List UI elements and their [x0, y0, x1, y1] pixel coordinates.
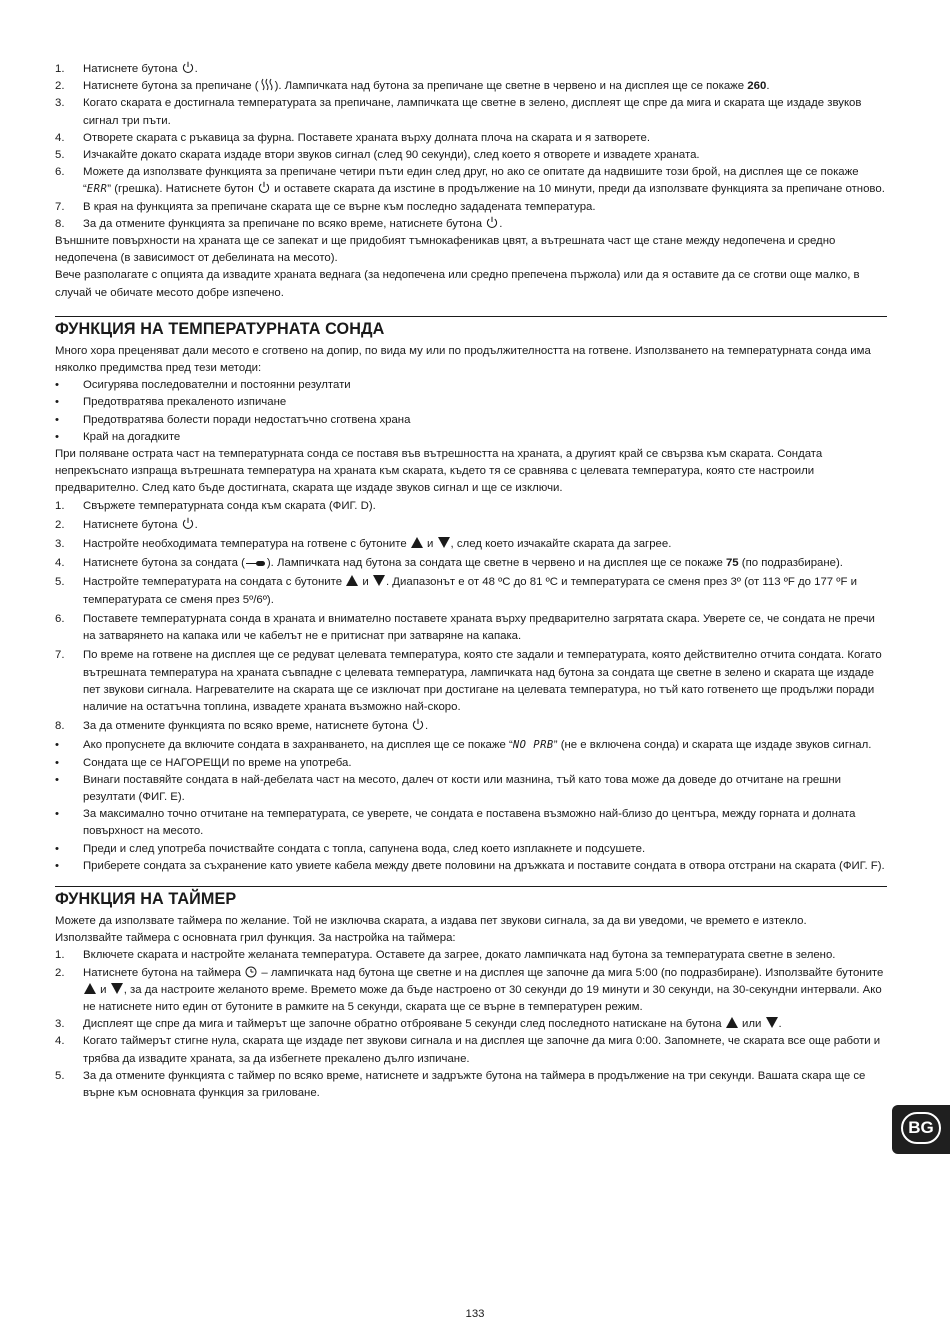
- text-span: Настройте температурата на сондата с бутоните: [83, 576, 346, 589]
- step-item: [55, 1016, 887, 1033]
- paragraph: Външните повърхности на храната ще се запекат и ще придобият тъмнокафеникав цвят, а вътрешната част ще стане между недопечена и средно недопечена (в зависимост от дебелината на месото).: [55, 235, 836, 265]
- text-span: и: [97, 983, 110, 996]
- power-icon: [412, 718, 424, 731]
- text-span: Сондата ще се НАГОРЕЩИ по време на употреба.: [83, 756, 352, 769]
- display-value: 75: [725, 557, 739, 570]
- step-item: [55, 647, 887, 716]
- step-item: [55, 718, 887, 735]
- step-item: [55, 611, 887, 645]
- text-span: Натиснете бутона за препичане (: [83, 80, 259, 93]
- bullet-item: [55, 755, 887, 772]
- step-item: [55, 1033, 887, 1067]
- text-span: Преди и след употреба почиствайте сондата с топла, сапунена вода, след което изплакнете и подсушете.: [83, 842, 646, 855]
- step-number: 8.: [55, 217, 65, 230]
- bullet-marker: •: [55, 430, 59, 443]
- text-span: Винаги поставяйте сондата в най-дебелата част на месото, далеч от кости или мазнина, тъй като това може да доведе до отчитане на грешни резултати (ФИГ. E).: [83, 773, 842, 803]
- section-title-timer: ФУНКЦИЯ НА ТАЙМЕР: [55, 889, 237, 908]
- bullet-marker: •: [55, 773, 59, 786]
- step-number: 4.: [55, 131, 65, 144]
- text-span: – лампичката над бутона ще светне и на дисплея ще започне да мига 5:00 (по подразбиране). Използвайте бутоните: [258, 966, 884, 979]
- text-span: Поставете температурната сонда в храната и внимателно поставете храната върху предварително загрятата скара. Уверете се, че сондата не пречи на затварянето на капака или че кабелът не е притиснат при затваряне на капака.: [83, 612, 875, 643]
- step-item: [55, 199, 887, 216]
- step-item: [55, 61, 887, 78]
- text-span: За да отмените функцията по всяко време, натиснете бутона: [83, 720, 412, 733]
- step-item: [55, 574, 887, 608]
- bullet-item: [55, 772, 887, 806]
- probe-notes-list: [55, 737, 887, 875]
- step-number: 2.: [55, 80, 65, 93]
- power-icon: [258, 181, 270, 194]
- probe-steps-list: [55, 498, 887, 736]
- text-span: Изчакайте докато скарата издаде втори звуков сигнал (след 90 секунди), след което я отворете и извадете храната.: [83, 149, 700, 162]
- bullet-item: [55, 737, 887, 754]
- text-span: , след което изчакайте скарата да загрее.: [450, 538, 672, 551]
- down-arrow-icon: [438, 537, 450, 548]
- text-span: .: [766, 80, 770, 93]
- bullet-marker: •: [55, 756, 59, 769]
- bullet-item: [55, 377, 887, 394]
- up-arrow-icon: [411, 537, 423, 548]
- bullet-marker: •: [55, 859, 59, 872]
- bullet-item: [55, 841, 887, 858]
- up-arrow-icon: [84, 983, 96, 994]
- text-span: Натиснете бутона за сондата (: [83, 557, 245, 570]
- bullet-marker: •: [55, 739, 59, 752]
- bullet-text: Осигурява последователни и постоянни резултати: [83, 379, 351, 392]
- text-span: Когато таймерът стигне нула, скарата ще издаде пет звукови сигнала и на дисплея ще започне да мига 0:00. Запомнете, че скарата все още работи и трябва да извадите храната, за да избегнете прекалено дълго изпичане.: [83, 1035, 881, 1065]
- text-span: ” (грешка). Натиснете бутон: [107, 183, 257, 196]
- text-span: . Диапазонът е от 48 ºC до 81 ºC и температурата се сменя през 3º (от 113 ºF до 177 ºF и температурата се сменя през 5º/6º).: [83, 576, 857, 606]
- timer-intro: [55, 913, 887, 947]
- manual-page: [55, 61, 887, 1102]
- step-item: [55, 555, 887, 572]
- power-icon: [182, 517, 194, 530]
- up-arrow-icon: [726, 1017, 738, 1028]
- text-span: Дисплеят ще спре да мига и таймерът ще започне обратно отброяване 5 секунди след последното натискане на бутона: [83, 1018, 725, 1031]
- text-span: ” (не е включена сонда) и скарата ще издаде звуков сигнал.: [553, 739, 872, 752]
- step-number: 3.: [55, 538, 65, 551]
- step-item: [55, 216, 887, 233]
- text-span: и: [423, 538, 437, 551]
- text-span: Отворете скарата с ръкавица за фурна. Поставете храната върху долната плоча на скарата и я затворете.: [83, 131, 651, 144]
- text-span: ). Лампичката над бутона за препичане ще светне в червено и на дисплея ще се покаже: [274, 80, 748, 93]
- timer-steps-list: [55, 947, 887, 1102]
- down-arrow-icon: [111, 983, 123, 994]
- step-number: 5.: [55, 1069, 65, 1082]
- step-number: 2.: [55, 966, 65, 979]
- text-span: По време на готвене на дисплея ще се редуват целевата температура, която сте задали и температурата, която действително отчита сондата. Когато вътрешната температура на храната съвпадне с целевата температура, лампичката над бутона за сондата ще светне в зелено и скарата ще издаде пет звукови сигнала. Нагревателите на скарата ще се изключат при достигане на целевата температура, но тъй като готвенето ще продължи поради наличие на остатъчна топлина, извадете храната възможно най-скоро.: [83, 649, 882, 713]
- text-span: Можете да използвате функцията за препичане четири пъти един след друг, но ако се опитате да надвишите този брой, на дисплея ще се покаже “: [83, 166, 859, 196]
- text-span: Натиснете бутона: [83, 63, 181, 75]
- step-number: 3.: [55, 1018, 65, 1031]
- display-readout: NO PRB: [512, 739, 554, 752]
- paragraph: Можете да използвате таймера по желание. Той не изключва скарата, а издава пет звукови сигнала, за да ви уведоми, че времето е изтекло.: [55, 914, 807, 927]
- bullet-item: [55, 394, 887, 411]
- step-item: [55, 947, 887, 964]
- text-span: и: [359, 576, 372, 589]
- text-span: ). Лампичката над бутона за сондата ще светне в червено и на дисплея ще се покаже: [266, 557, 726, 570]
- text-span: .: [194, 63, 198, 75]
- bullet-text: Край на догадките: [83, 430, 181, 443]
- text-span: .: [499, 217, 503, 230]
- bullet-item: [55, 429, 887, 446]
- text-span: Когато скарата е достигнала температурата за препичане, лампичката ще светне в зелено, дисплеят ще спре да мига и скарата ще издаде звуков сигнал три пъти.: [83, 97, 862, 127]
- step-number: 1.: [55, 949, 65, 962]
- step-item: [55, 517, 887, 534]
- language-badge-label: BG: [901, 1112, 941, 1144]
- step-item: [55, 130, 887, 147]
- text-span: Включете скарата и настройте желаната температура. Оставете да загрее, докато лампичката над бутона за температурата светне в зелено.: [83, 949, 836, 962]
- step-item: [55, 147, 887, 164]
- timer-icon: [245, 965, 257, 978]
- step-number: 5.: [55, 576, 65, 589]
- text-span: За максимално точно отчитане на температурата, се уверете, че сондата е поставена възможно най-близо до центъра, между горната и долната повърхност на месото.: [83, 808, 856, 838]
- text-span: Свържете температурната сонда към скарата (ФИГ. D).: [83, 499, 376, 512]
- down-arrow-icon: [373, 575, 385, 586]
- step-item: [55, 1068, 887, 1102]
- section-title-probe: ФУНКЦИЯ НА ТЕМПЕРАТУРНАТА СОНДА: [55, 319, 385, 338]
- bullet-text: Предотвратява прекаленото изпичане: [83, 396, 287, 409]
- text-span: .: [778, 1018, 782, 1031]
- bullet-item: [55, 858, 887, 875]
- probe-paragraph: При поляване острата част на температурната сонда се поставя във вътрешността на храната, а другият край се свързва към скарата. Сондата непрекъснато изпраща вътрешната температура на храната към скарата, където тя се сравнява с целевата температура, която сте настроили предварително. След като бъде достигната, скарата ще издаде звуков сигнал и ще се изключи.: [55, 448, 823, 495]
- probe-intro: Много хора преценяват дали месото е сготвено на допир, по вида му или по продължителността на готвене. Използването на температурната сонда има няколко предимства пред тези методи:: [55, 344, 871, 375]
- text-span: .: [425, 720, 429, 733]
- step-number: 2.: [55, 518, 65, 531]
- step-number: 4.: [55, 557, 65, 570]
- step-number: 1.: [55, 499, 65, 512]
- down-arrow-icon: [766, 1017, 778, 1028]
- text-span: Натиснете бутона на таймера: [83, 966, 245, 979]
- step-number: 3.: [55, 97, 65, 110]
- step-number: 8.: [55, 720, 65, 733]
- text-span: , за да настроите желаното време. Времето може да бъде настроено от 30 секунди до 19 минути и 30 секунди, на 30-секундни интервали. Ако не натиснете нито един от бутоните в рамките на 5 секунди, скарата ще се върне в температурен режим.: [83, 983, 882, 1013]
- bullet-marker: •: [55, 842, 59, 855]
- text-span: За да отмените функцията за препичане по всяко време, натиснете бутона: [83, 217, 486, 230]
- probe-icon: [246, 559, 266, 568]
- page-number: 133: [465, 1308, 485, 1320]
- display-value: 260: [747, 80, 767, 93]
- bullet-item: [55, 412, 887, 429]
- text-span: .: [194, 518, 198, 531]
- searing-notes: [55, 233, 887, 302]
- step-item: [55, 164, 887, 198]
- up-arrow-icon: [346, 575, 358, 586]
- probe-benefits-list: [55, 377, 887, 446]
- bullet-marker: •: [55, 396, 59, 409]
- step-number: 7.: [55, 649, 65, 662]
- text-span: (по подразбиране).: [738, 557, 843, 570]
- display-readout: ERR: [86, 183, 108, 196]
- step-number: 7.: [55, 200, 65, 213]
- text-span: Натиснете бутона: [83, 518, 181, 531]
- step-number: 5.: [55, 149, 65, 162]
- text-span: В края на функцията за препичане скарата ще се върне към последно зададената температура.: [83, 200, 596, 213]
- text-span: и оставете скарата да изстине в продължение на 10 минути, преди да използвате функцията за препичане отново.: [270, 183, 885, 196]
- step-item: [55, 78, 887, 95]
- sear-icon: [260, 78, 274, 91]
- power-icon: [486, 216, 498, 229]
- step-number: 4.: [55, 1035, 65, 1048]
- step-item: [55, 965, 887, 1017]
- text-span: или: [738, 1018, 765, 1031]
- bullet-marker: •: [55, 413, 59, 426]
- bullet-marker: •: [55, 379, 59, 392]
- language-badge: [892, 1105, 950, 1154]
- power-icon: [182, 61, 194, 74]
- step-number: 6.: [55, 612, 65, 625]
- bullet-item: [55, 806, 887, 840]
- text-span: За да отмените функцията с таймер по всяко време, натиснете и задръжте бутона на таймера в продължение на три секунди. Вашата скара ще се върне към основната функция за гриловане.: [83, 1069, 866, 1099]
- text-span: Настройте необходимата температура на готвене с бутоните: [83, 538, 410, 551]
- step-item: [55, 498, 887, 515]
- paragraph: Използвайте таймера с основната грил функция. За настройка на таймера:: [55, 932, 456, 945]
- paragraph: Вече разполагате с опцията да извадите храната веднага (за недопечена или средно препечена пържола) или да я оставите да се сготви още малко, в случай че обичате месото добре изпечено.: [55, 269, 860, 299]
- step-number: 6.: [55, 166, 65, 179]
- searing-steps-list: [55, 61, 887, 233]
- step-item: [55, 536, 887, 553]
- text-span: Приберете сондата за съхранение като увиете кабела между двете половини на дръжката и поставите сондата в отвора отстрани на скарата (ФИГ. F).: [83, 859, 885, 872]
- step-item: [55, 95, 887, 129]
- text-span: Ако пропуснете да включите сондата в захранването, на дисплея ще се покаже “: [83, 739, 513, 752]
- bullet-marker: •: [55, 808, 59, 821]
- bullet-text: Предотвратява болести поради недостатъчно сготвена храна: [83, 413, 411, 426]
- step-number: 1.: [55, 63, 65, 75]
